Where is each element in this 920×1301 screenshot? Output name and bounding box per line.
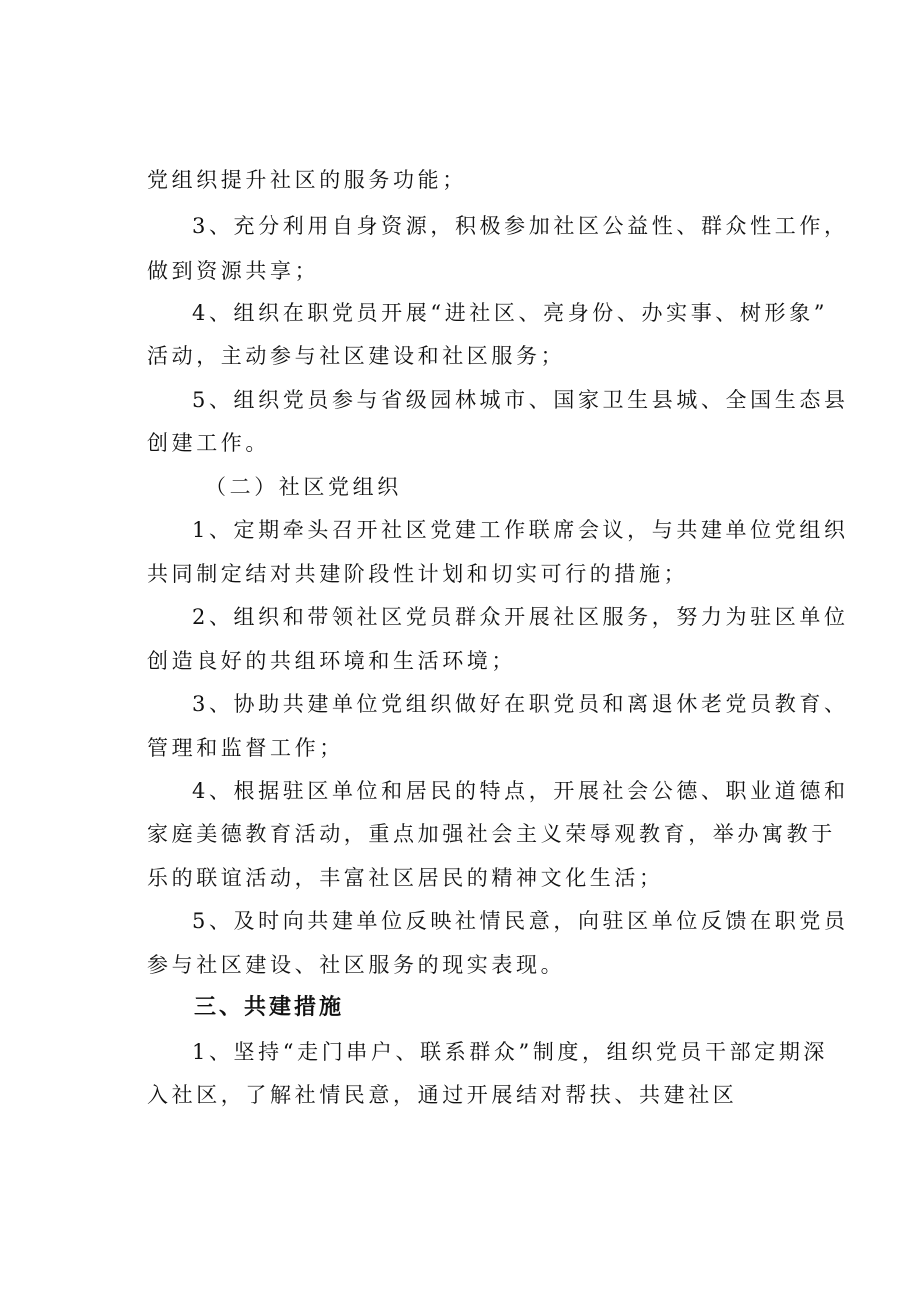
- text-line: 党组织提升社区的服务功能；: [147, 168, 467, 192]
- text-line: 5、及时向共建单位反映社情民意，向驻区单位反馈在职党员: [192, 909, 849, 933]
- text-line: 入社区，了解社情民意，通过开展结对帮扶、共建社区: [147, 1083, 738, 1107]
- text-line: 管理和监督工作；: [147, 736, 344, 760]
- text-line: 2、组织和带领社区党员群众开展社区服务，努力为驻区单位: [192, 605, 849, 629]
- text-line: 创造良好的共组环境和生活环境；: [147, 649, 516, 673]
- text-line: 3、协助共建单位党组织做好在职党员和离退休老党员教育、: [192, 692, 849, 716]
- text-line: 5、组织党员参与省级园林城市、国家卫生县城、全国生态县: [192, 388, 849, 412]
- text-line: 创建工作。: [147, 431, 270, 455]
- text-line: 1、坚持“走门串户、联系群众”制度，组织党员干部定期深: [192, 1040, 829, 1064]
- text-line: 1、定期牵头召开社区党建工作联席会议，与共建单位党组织: [192, 518, 849, 542]
- subsection-heading: （二）社区党组织: [205, 475, 402, 499]
- text-line: 参与社区建设、社区服务的现实表现。: [147, 953, 566, 977]
- text-line: 3、充分利用自身资源，积极参加社区公益性、群众性工作，: [192, 214, 849, 238]
- text-line: 4、组织在职党员开展“进社区、亮身份、办实事、树形象”: [192, 301, 829, 325]
- text-line: 共同制定结对共建阶段性计划和切实可行的措施；: [147, 562, 689, 586]
- section-heading: 三、共建措施: [194, 995, 345, 1020]
- text-line: 乐的联谊活动，丰富社区居民的精神文化生活；: [147, 866, 664, 890]
- text-line: 家庭美德教育活动，重点加强社会主义荣辱观教育，举办寓教于: [147, 822, 836, 846]
- text-line: 活动，主动参与社区建设和社区服务；: [147, 344, 566, 368]
- text-line: 做到资源共享；: [147, 259, 320, 283]
- text-line: 4、根据驻区单位和居民的特点，开展社会公德、职业道德和: [192, 779, 849, 803]
